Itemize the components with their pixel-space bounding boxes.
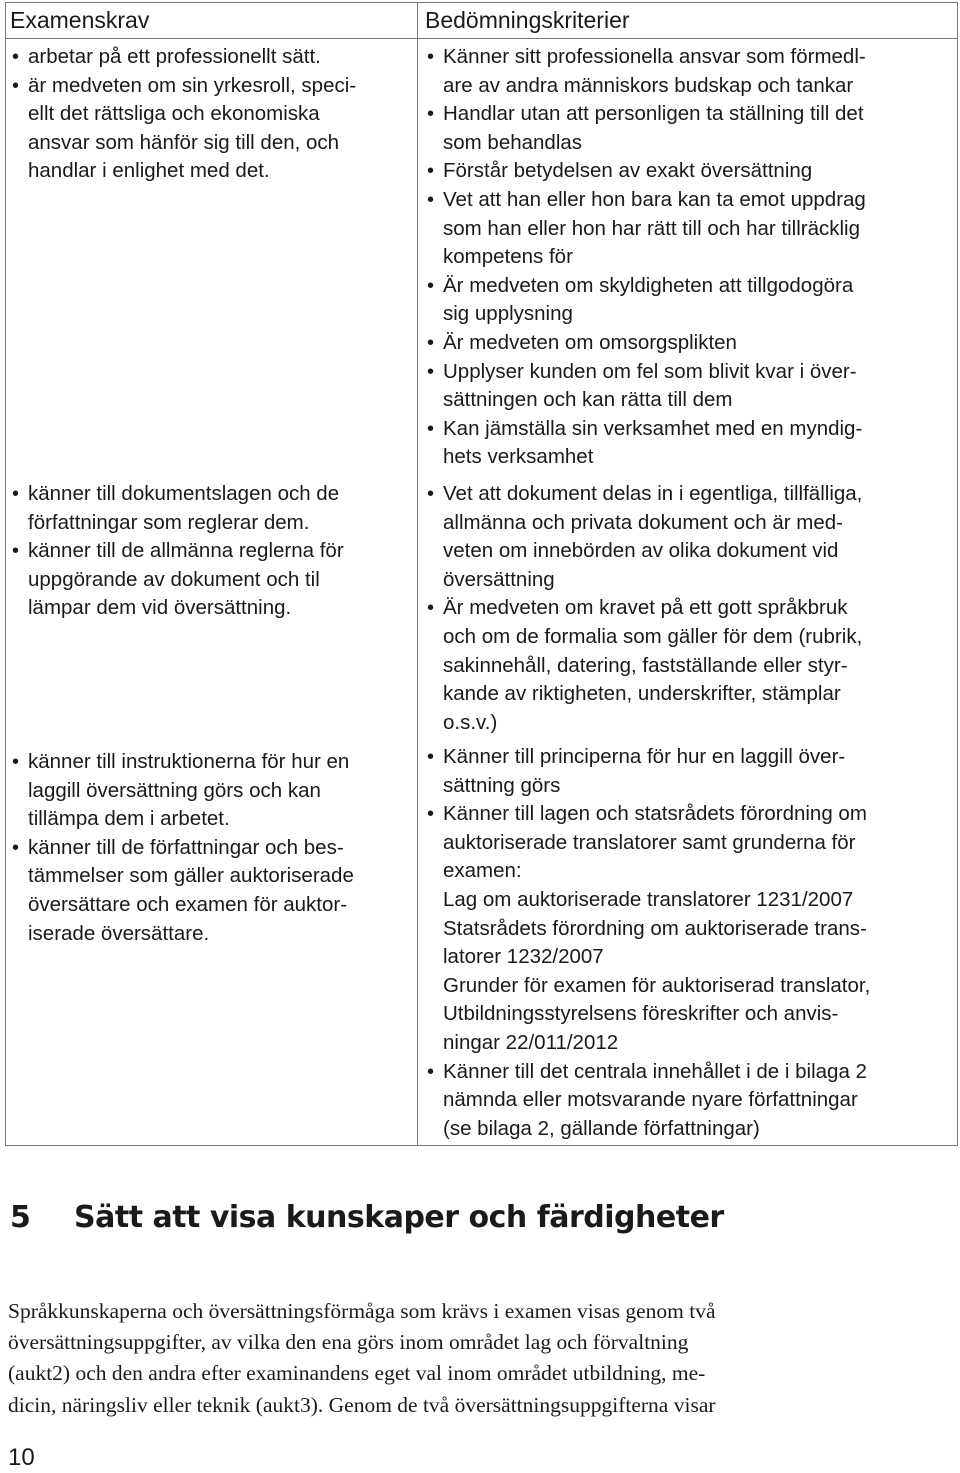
bullet-icon: •: [12, 540, 20, 563]
bullet-icon: •: [427, 103, 435, 126]
list-item: [424, 272, 954, 329]
list-item: [9, 834, 413, 948]
bullet-icon: •: [427, 360, 435, 383]
list-item: [424, 800, 954, 1057]
criteria-column: [424, 3, 954, 1145]
list-item: [424, 100, 954, 157]
section-heading: [10, 1198, 724, 1238]
section-title: Sätt att visa kunskaper och färdigheter: [74, 1200, 724, 1235]
criterion-text: Förstår betydelsen av exakt översättning: [443, 159, 813, 183]
list-item: [9, 537, 413, 623]
bullet-icon: •: [12, 46, 20, 68]
list-item: [9, 748, 413, 834]
list-item: [424, 329, 954, 358]
criterion-text: Handlar utan att personligen ta ställning till det som behandlas: [443, 102, 864, 154]
criterion-text: Vet att dokument delas in i egentliga, tillfälliga, allmänna och privata dokument och är med- veten om innebörden av olika dokument vid översättning: [443, 482, 863, 591]
bullet-icon: •: [427, 331, 435, 354]
list-item: [9, 480, 413, 537]
list-item: [424, 743, 954, 800]
criterion-text: Känner sitt professionella ansvar som förmedl- are av andra människors budskap och tankar: [443, 45, 866, 97]
list-item: [424, 1058, 954, 1144]
bullet-icon: •: [427, 746, 435, 768]
bullet-icon: •: [427, 803, 435, 826]
requirements-group-1: [9, 43, 413, 186]
section-number: 5: [10, 1200, 31, 1235]
bullet-icon: •: [12, 74, 20, 97]
bullet-icon: •: [427, 274, 435, 297]
list-item: [424, 594, 954, 737]
list-item: [9, 43, 413, 72]
bullet-icon: •: [427, 46, 435, 68]
criteria-group-3: [424, 743, 954, 1143]
criteria-table: [5, 2, 958, 1146]
criterion-text: Vet att han eller hon bara kan ta emot uppdrag som han eller hon har rätt till och har tillräcklig kompetens för: [443, 187, 866, 269]
body-paragraph: Språkkunskaperna och översättningsförmåga som krävs i examen visas genom två översättningsuppgifter, av vilka den ena görs inom området lag och förvaltning (aukt2) och den andra efter examinandens eget val inom området utbildning, me- dicin, näringsliv eller teknik (aukt3). Genom de två översättningsuppgifterna visar: [8, 1299, 716, 1417]
list-item: [9, 72, 413, 186]
requirement-text: känner till instruktionerna för hur en laggill översättning görs och kan tillämpa dem i arbetet.: [28, 750, 350, 831]
bullet-icon: •: [427, 417, 435, 440]
page-number: 10: [8, 1444, 35, 1471]
bullet-icon: •: [427, 597, 435, 620]
requirements-group-2: [9, 480, 413, 623]
bullet-icon: •: [427, 160, 435, 183]
requirement-text: arbetar på ett professionellt sätt.: [28, 45, 321, 68]
criterion-text: Kan jämställa sin verksamhet med en myndig- hets verksamhet: [443, 416, 863, 469]
criterion-text: Är medveten om omsorgsplikten: [443, 330, 737, 354]
header-examenskrav: Examenskrav: [10, 7, 150, 33]
column-divider: [417, 3, 418, 1145]
bullet-icon: •: [427, 483, 435, 505]
criterion-text: Känner till lagen och statsrådets förordning om auktoriserade translatorer samt grunderna för examen: Lag om auktoriserade translatorer 1231/2007 Statsrådets förordning om auktoriserade trans- latorer 1232/2007 Grunder för examen för auktoriserad translator, Utbildningsstyrelsens föreskrifter och anvis- ningar 22/011/2012: [443, 802, 871, 1054]
bullet-icon: •: [12, 751, 20, 773]
header-bedomningskriterier: Bedömningskriterier: [425, 7, 630, 33]
criterion-text: Känner till det centrala innehållet i de i bilaga 2 nämnda eller motsvarande nyare författningar (se bilaga 2, gällande författningar): [443, 1059, 867, 1140]
criteria-group-2: [424, 480, 954, 737]
bullet-icon: •: [12, 483, 20, 505]
requirement-text: känner till de allmänna reglerna för uppgörande av dokument och til lämpar dem vid översättning.: [28, 539, 344, 620]
criteria-group-1: [424, 43, 954, 472]
list-item: [424, 186, 954, 272]
requirement-text: känner till dokumentslagen och de författningar som reglerar dem.: [28, 482, 340, 534]
bullet-icon: •: [427, 188, 435, 211]
criterion-text: Känner till principerna för hur en laggill över- sättning görs: [443, 745, 846, 797]
bullet-icon: •: [12, 836, 20, 859]
list-item: [424, 480, 954, 594]
requirement-text: känner till de författningar och bes- tämmelser som gäller auktoriserade översättare och examen för auktor- iserade översättare.: [28, 835, 354, 945]
requirements-group-3: [9, 748, 413, 948]
list-item: [424, 415, 954, 472]
requirements-column: [9, 3, 413, 1145]
requirement-text: är medveten om sin yrkesroll, speci- ellt det rättsliga och ekonomiska ansvar som hänför sig till den, och handlar i enlighet med det.: [28, 73, 357, 183]
list-item: [424, 43, 954, 100]
list-item: [424, 157, 954, 186]
criterion-text: Är medveten om skyldigheten att tillgodogöra sig upplysning: [443, 273, 854, 326]
criterion-text: Är medveten om kravet på ett gott språkbruk och om de formalia som gäller för dem (rubrik, sakinnehåll, datering, fastställande eller styr- kande av riktigheten, underskrifter, stämplar o.s.v.): [443, 596, 863, 734]
bullet-icon: •: [427, 1060, 435, 1083]
criterion-text: Upplyser kunden om fel som blivit kvar i över- sättningen och kan rätta till dem: [443, 359, 857, 412]
list-item: [424, 358, 954, 415]
